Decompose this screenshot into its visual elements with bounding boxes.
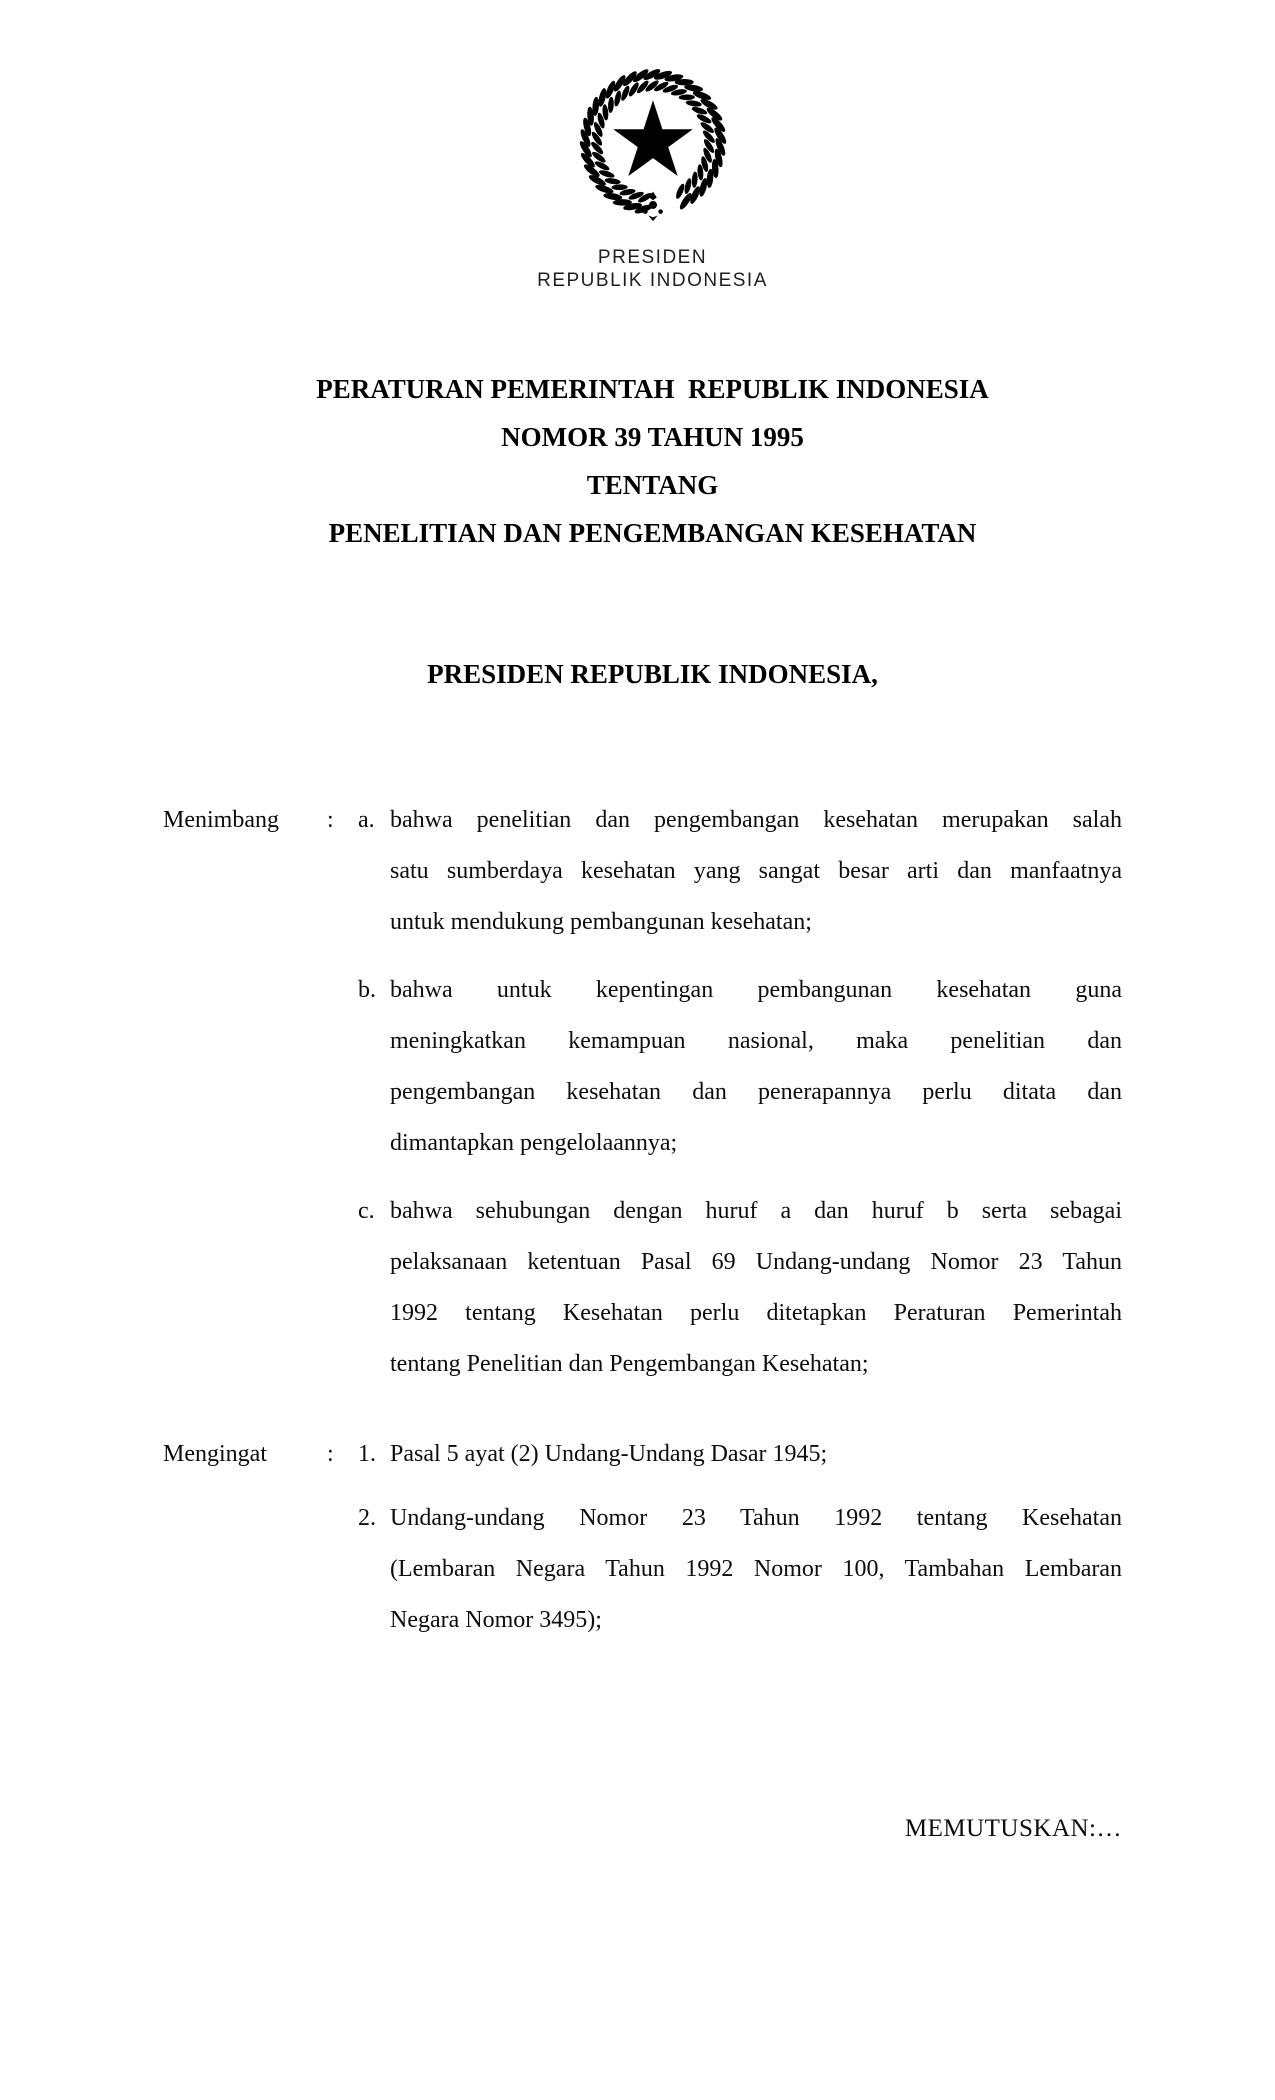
item-text — [390, 795, 1122, 948]
item-marker: a. — [358, 807, 375, 833]
legal-basis-colon: : — [327, 1441, 334, 1467]
text-line: PENELITIAN DAN PENGEMBANGAN KESEHATAN — [328, 518, 977, 548]
text-line: (Lembaran Negara Tahun 1992 Nomor 100, Tambahan Lembaran — [390, 1556, 1122, 1582]
considerations-label: Menimbang — [163, 807, 279, 833]
text-line: 1992 tentang Kesehatan perlu ditetapkan Peraturan Pemerintah — [390, 1300, 1122, 1326]
item-marker: 2. — [358, 1505, 376, 1531]
letterhead-republik-label: REPUBLIK INDONESIA — [537, 270, 768, 291]
text-line: pelaksanaan ketentuan Pasal 69 Undang-undang Nomor 23 Tahun — [390, 1249, 1122, 1275]
item-text — [390, 1493, 1122, 1646]
text-line: TENTANG — [586, 470, 719, 500]
item-text — [390, 965, 1122, 1169]
letterhead-caption — [537, 246, 768, 292]
text-line: pengembangan kesehatan dan penerapannya perlu ditata dan — [390, 1079, 1122, 1105]
clause-item — [358, 795, 1122, 948]
item-text — [390, 1429, 1122, 1480]
text-line: bahwa sehubungan dengan huruf a dan huruf b serta sebagai — [390, 1198, 1122, 1224]
item-text — [390, 1186, 1122, 1390]
item-marker: b. — [358, 977, 376, 1003]
clause-item — [358, 1186, 1122, 1390]
letterhead-presiden-label: PRESIDEN — [597, 247, 708, 268]
text-line: bahwa untuk kepentingan pembangunan kesehatan guna — [390, 977, 1122, 1003]
clause-item — [358, 965, 1122, 1169]
considerations-colon: : — [327, 807, 334, 833]
considerations-section — [163, 795, 1122, 1390]
opening-heading: PRESIDEN REPUBLIK INDONESIA, — [427, 659, 878, 689]
clause-item — [358, 1493, 1122, 1646]
text-line: Negara Nomor 3495); — [390, 1607, 602, 1633]
text-line: Undang-undang Nomor 23 Tahun 1992 tentang Kesehatan — [390, 1505, 1122, 1531]
continuation-marker: MEMUTUSKAN:… — [904, 1815, 1122, 1842]
text-line: NOMOR 39 TAHUN 1995 — [501, 422, 804, 452]
clause-item — [358, 1429, 1122, 1480]
text-line: tentang Penelitian dan Pengembangan Kesehatan; — [390, 1351, 869, 1377]
text-line: PERATURAN PEMERINTAH REPUBLIK INDONESIA — [316, 374, 989, 404]
text-line: untuk mendukung pembangunan kesehatan; — [390, 909, 812, 935]
legal-basis-label: Mengingat — [163, 1441, 267, 1467]
text-line: meningkatkan kemampuan nasional, maka penelitian dan — [390, 1028, 1122, 1054]
text-line: bahwa penelitian dan pengembangan kesehatan merupakan salah — [390, 807, 1122, 833]
legal-basis-items — [358, 1429, 1122, 1646]
text-line: dimantapkan pengelolaannya; — [390, 1130, 678, 1156]
considerations-items — [358, 795, 1122, 1390]
text-line: Pasal 5 ayat (2) Undang-Undang Dasar 1945; — [390, 1441, 828, 1467]
letterhead — [537, 0, 768, 292]
legal-basis-section — [163, 1429, 1122, 1646]
item-marker: 1. — [358, 1441, 376, 1467]
item-marker: c. — [358, 1198, 375, 1224]
text-line: satu sumberdaya kesehatan yang sangat besar arti dan manfaatnya — [390, 858, 1122, 884]
star-icon — [613, 100, 693, 176]
regulation-title — [173, 365, 1132, 557]
presidential-seal-icon — [572, 66, 734, 224]
